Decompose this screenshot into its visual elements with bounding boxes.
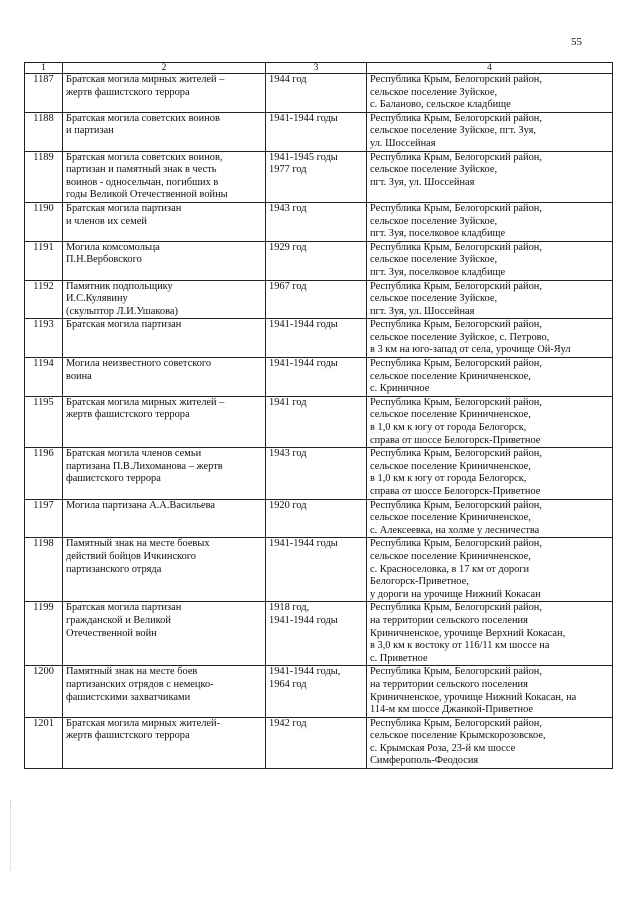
cell-line: Республика Крым, Белогорский район,: [370, 319, 542, 331]
location-cell: [367, 319, 613, 358]
cell-line: Могила неизвестного советского: [66, 358, 212, 370]
header-col-2: 2: [63, 63, 266, 74]
header-row: [25, 63, 613, 74]
date-cell: [266, 499, 367, 538]
date-cell: [266, 202, 367, 241]
date-cell: [266, 280, 367, 319]
object-name-cell: [63, 448, 266, 499]
table-body: [25, 74, 613, 769]
cell-line: сельское поселение Зуйское,: [370, 293, 498, 305]
table-row: [25, 74, 613, 113]
cell-line: сельское поселение Зуйское,: [370, 86, 498, 98]
cell-line: у дороги на урочище Нижний Кокасан: [370, 588, 541, 600]
cell-line: сельское поселение Зуйское,: [370, 164, 498, 176]
cell-line: (скульптор Л.И.Ушакова): [66, 305, 178, 317]
object-name-cell: [63, 602, 266, 666]
header-col-1: 1: [25, 63, 63, 74]
cell-line: 1967 год: [269, 280, 307, 292]
table-row: [25, 666, 613, 717]
cell-line: действий бойцов Ичкинского: [66, 550, 196, 562]
row-number: 1191: [25, 241, 63, 280]
cell-line: пгт. Зуя, ул. Шоссейная: [370, 176, 475, 188]
object-name-cell: [63, 499, 266, 538]
cell-line: сельское поселение Зуйское, пгт. Зуя,: [370, 125, 536, 137]
cell-line: Республика Крым, Белогорский район,: [370, 151, 542, 163]
row-number: 1200: [25, 666, 63, 717]
cell-line: Отечественной войн: [66, 627, 157, 639]
cell-line: ул. Шоссейная: [370, 137, 436, 149]
row-number: 1188: [25, 112, 63, 151]
cell-line: на территории сельского поселения: [370, 614, 528, 626]
margin-mark: [10, 800, 12, 870]
object-name-cell: [63, 319, 266, 358]
location-cell: [367, 396, 613, 447]
cell-line: 1941 год: [269, 396, 307, 408]
memorial-register-table: [24, 62, 613, 769]
table-row: [25, 151, 613, 202]
cell-line: Памятный знак на месте боевых: [66, 538, 210, 550]
cell-line: 1943 год: [269, 448, 307, 460]
cell-line: Республика Крым, Белогорский район,: [370, 538, 542, 550]
cell-line: П.Н.Вербовского: [66, 254, 142, 266]
cell-line: воинов - односельчан, погибших в: [66, 176, 219, 188]
cell-line: Республика Крым, Белогорский район,: [370, 241, 542, 253]
table-row: [25, 280, 613, 319]
cell-line: И.С.Кулявину: [66, 293, 128, 305]
cell-line: воина: [66, 370, 92, 382]
row-number: 1198: [25, 538, 63, 602]
row-number: 1190: [25, 202, 63, 241]
location-cell: [367, 358, 613, 397]
cell-line: жертв фашистского террора: [66, 730, 190, 742]
date-cell: [266, 74, 367, 113]
object-name-cell: [63, 538, 266, 602]
cell-line: 1941-1944 годы: [269, 358, 338, 370]
cell-line: пгт. Зуя, поселковое кладбище: [370, 228, 506, 240]
location-cell: [367, 666, 613, 717]
location-cell: [367, 499, 613, 538]
cell-line: Республика Крым, Белогорский район,: [370, 602, 542, 614]
location-cell: [367, 717, 613, 768]
date-cell: [266, 151, 367, 202]
cell-line: с. Приветное: [370, 652, 428, 664]
object-name-cell: [63, 717, 266, 768]
cell-line: сельское поселение Криничненское,: [370, 370, 531, 382]
row-number: 1195: [25, 396, 63, 447]
cell-line: и членов их семей: [66, 215, 147, 227]
cell-line: Братская могила мирных жителей –: [66, 74, 225, 85]
cell-line: Братская могила советских воинов: [66, 112, 220, 124]
cell-line: 1941-1944 годы: [269, 319, 338, 331]
cell-line: годы Великой Отечественной войны: [66, 189, 228, 201]
row-number: 1187: [25, 74, 63, 113]
cell-line: Братская могила партизан: [66, 319, 182, 331]
date-cell: [266, 448, 367, 499]
row-number: 1194: [25, 358, 63, 397]
row-number: 1193: [25, 319, 63, 358]
cell-line: 1918 год,: [269, 602, 310, 614]
cell-line: партизан и памятный знак в честь: [66, 164, 217, 176]
cell-line: жертв фашистского террора: [66, 86, 190, 98]
cell-line: 1977 год: [269, 164, 307, 176]
object-name-cell: [63, 358, 266, 397]
cell-line: Братская могила мирных жителей –: [66, 396, 225, 408]
cell-line: с. Красноселовка, в 17 км от дороги: [370, 563, 530, 575]
date-cell: [266, 717, 367, 768]
cell-line: с. Криничное: [370, 383, 430, 395]
row-number: 1192: [25, 280, 63, 319]
cell-line: 1964 год: [269, 678, 307, 690]
table-row: [25, 241, 613, 280]
cell-line: сельское поселение Криничненское,: [370, 512, 531, 524]
location-cell: [367, 112, 613, 151]
table-row: [25, 538, 613, 602]
cell-line: пгт. Зуя, поселковое кладбище: [370, 266, 506, 278]
cell-line: сельское поселение Крымскорозовское,: [370, 730, 546, 742]
cell-line: партизана П.В.Лихоманова – жертв: [66, 460, 223, 472]
cell-line: Братская могила партизан: [66, 602, 182, 614]
date-cell: [266, 241, 367, 280]
object-name-cell: [63, 202, 266, 241]
cell-line: сельское поселение Зуйское, с. Петрово,: [370, 331, 550, 343]
object-name-cell: [63, 280, 266, 319]
cell-line: Республика Крым, Белогорский район,: [370, 396, 542, 408]
cell-line: Белогорск-Приветное,: [370, 576, 469, 588]
cell-line: Республика Крым, Белогорский район,: [370, 202, 542, 214]
cell-line: Братская могила мирных жителей-: [66, 717, 221, 729]
cell-line: Могила партизана А.А.Васильева: [66, 499, 216, 511]
object-name-cell: [63, 241, 266, 280]
location-cell: [367, 602, 613, 666]
cell-line: фашистского террора: [66, 473, 161, 485]
cell-line: сельское поселение Криничненское,: [370, 409, 531, 421]
cell-line: 114-м км шоссе Джанкой-Приветное: [370, 704, 533, 716]
date-cell: [266, 666, 367, 717]
cell-line: Республика Крым, Белогорский район,: [370, 499, 542, 511]
date-cell: [266, 602, 367, 666]
location-cell: [367, 151, 613, 202]
cell-line: Республика Крым, Белогорский район,: [370, 448, 542, 460]
cell-line: 1941-1944 годы: [269, 538, 338, 550]
table-row: [25, 319, 613, 358]
cell-line: фашистскими захватчиками: [66, 691, 191, 703]
cell-line: с. Крымская Роза, 23-й км шоссе: [370, 742, 516, 754]
table-row: [25, 202, 613, 241]
cell-line: 1941-1944 годы: [269, 614, 338, 626]
object-name-cell: [63, 74, 266, 113]
cell-line: Братская могила партизан: [66, 202, 182, 214]
cell-line: в 3 км на юго-запад от села, урочище Ой-Яул: [370, 344, 571, 356]
cell-line: в 1,0 км к югу от города Белогорск,: [370, 473, 527, 485]
page-number: 55: [571, 36, 582, 48]
cell-line: 1942 год: [269, 717, 307, 729]
row-number: 1197: [25, 499, 63, 538]
cell-line: Республика Крым, Белогорский район,: [370, 280, 542, 292]
cell-line: и партизан: [66, 125, 114, 137]
cell-line: Могила комсомольца: [66, 241, 160, 253]
cell-line: Братская могила советских воинов,: [66, 151, 223, 163]
cell-line: сельское поселение Криничненское,: [370, 550, 531, 562]
cell-line: Криничненское, урочище Верхний Кокасан,: [370, 627, 566, 639]
cell-line: в 1,0 км к югу от города Белогорск,: [370, 422, 527, 434]
row-number: 1201: [25, 717, 63, 768]
cell-line: пгт. Зуя, ул. Шоссейная: [370, 305, 475, 317]
row-number: 1189: [25, 151, 63, 202]
cell-line: сельское поселение Криничненское,: [370, 460, 531, 472]
table-row: [25, 602, 613, 666]
cell-line: 1944 год: [269, 74, 307, 85]
table-row: [25, 358, 613, 397]
cell-line: 1941-1944 годы: [269, 112, 338, 124]
location-cell: [367, 538, 613, 602]
location-cell: [367, 280, 613, 319]
table-row: [25, 717, 613, 768]
cell-line: справа от шоссе Белогорск-Приветное: [370, 434, 541, 446]
cell-line: Памятник подпольщику: [66, 280, 173, 292]
object-name-cell: [63, 396, 266, 447]
cell-line: 1929 год: [269, 241, 307, 253]
location-cell: [367, 241, 613, 280]
table-row: [25, 396, 613, 447]
cell-line: на территории сельского поселения: [370, 678, 528, 690]
table-row: [25, 112, 613, 151]
date-cell: [266, 319, 367, 358]
cell-line: гражданской и Великой: [66, 614, 171, 626]
object-name-cell: [63, 151, 266, 202]
cell-line: жертв фашистского террора: [66, 409, 190, 421]
cell-line: сельское поселение Зуйское,: [370, 215, 498, 227]
cell-line: 1941-1944 годы,: [269, 666, 341, 678]
object-name-cell: [63, 112, 266, 151]
row-number: 1196: [25, 448, 63, 499]
date-cell: [266, 358, 367, 397]
location-cell: [367, 202, 613, 241]
cell-line: Республика Крым, Белогорский район,: [370, 358, 542, 370]
cell-line: 1920 год: [269, 499, 307, 511]
cell-line: Республика Крым, Белогорский район,: [370, 666, 542, 678]
row-number: 1199: [25, 602, 63, 666]
cell-line: 1941-1945 годы: [269, 151, 338, 163]
cell-line: Памятный знак на месте боев: [66, 666, 198, 678]
table-row: [25, 499, 613, 538]
cell-line: Симферополь-Феодосия: [370, 755, 479, 767]
date-cell: [266, 538, 367, 602]
cell-line: справа от шоссе Белогорск-Приветное: [370, 486, 541, 497]
header-col-3: 3: [266, 63, 367, 74]
location-cell: [367, 74, 613, 113]
cell-line: сельское поселение Зуйское,: [370, 254, 498, 266]
cell-line: Республика Крым, Белогорский район,: [370, 74, 542, 85]
cell-line: партизанских отрядов с немецко-: [66, 678, 214, 690]
cell-line: партизанского отряда: [66, 563, 162, 575]
location-cell: [367, 448, 613, 499]
cell-line: с. Баланово, сельское кладбище: [370, 99, 511, 111]
cell-line: с. Алексеевка, на холме у лесничества: [370, 524, 540, 536]
cell-line: Криничненское, урочище Нижний Кокасан, на: [370, 691, 577, 703]
cell-line: в 3,0 км к востоку от 116/11 км шоссе на: [370, 640, 550, 652]
cell-line: Братская могила членов семьи: [66, 448, 202, 460]
cell-line: Республика Крым, Белогорский район,: [370, 112, 542, 124]
object-name-cell: [63, 666, 266, 717]
table-row: [25, 448, 613, 499]
date-cell: [266, 112, 367, 151]
date-cell: [266, 396, 367, 447]
cell-line: 1943 год: [269, 202, 307, 214]
header-col-4: 4: [367, 63, 613, 74]
cell-line: Республика Крым, Белогорский район,: [370, 717, 542, 729]
